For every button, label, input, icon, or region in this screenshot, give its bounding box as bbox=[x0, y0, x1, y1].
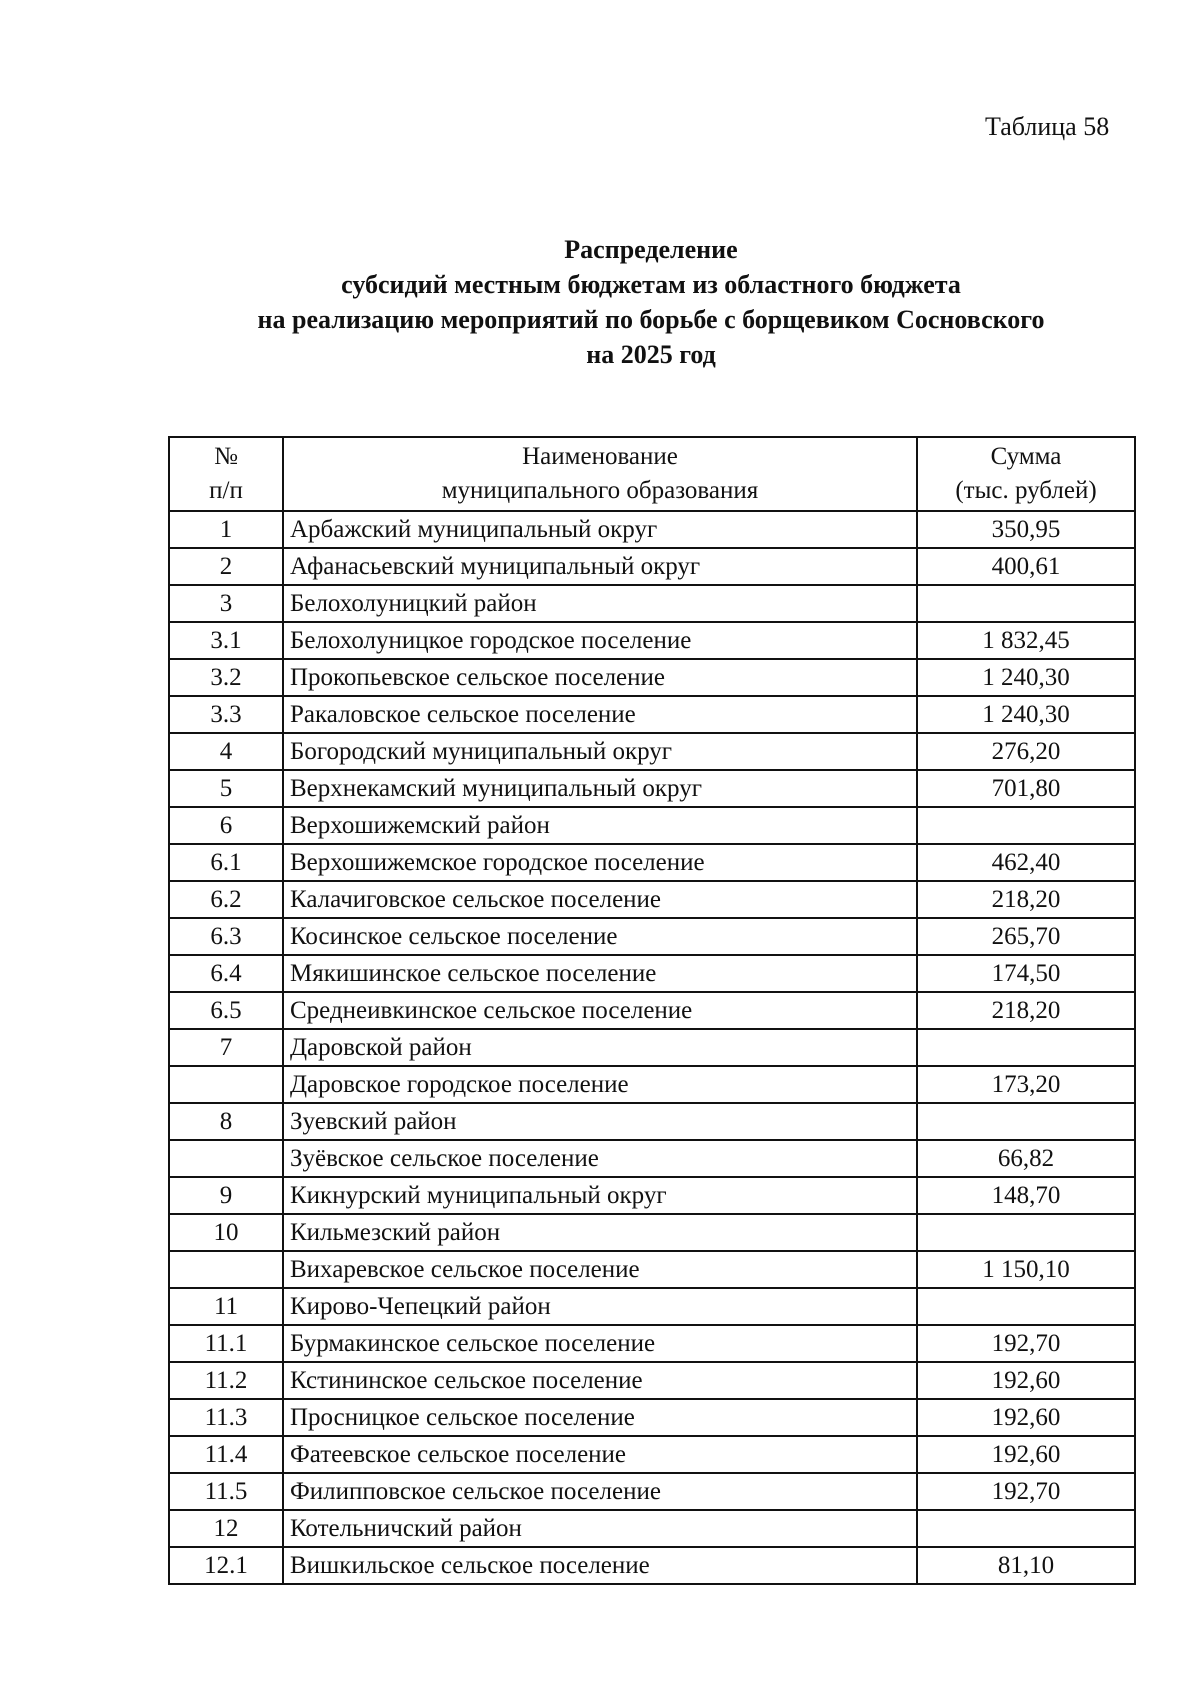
table-row bbox=[169, 1288, 1135, 1325]
row-number-cell: 6.1 bbox=[169, 844, 283, 881]
row-name-cell: Даровское городское поселение bbox=[283, 1066, 917, 1103]
row-sum-cell: 81,10 bbox=[917, 1547, 1135, 1584]
table-row bbox=[169, 1029, 1135, 1066]
table-row bbox=[169, 1436, 1135, 1473]
table-row bbox=[169, 955, 1135, 992]
row-sum-cell: 174,50 bbox=[917, 955, 1135, 992]
row-sum-cell: 400,61 bbox=[917, 548, 1135, 585]
row-name-cell: Верхошижемский район bbox=[283, 807, 917, 844]
row-number-cell: 11.3 bbox=[169, 1399, 283, 1436]
row-number-cell: 3.2 bbox=[169, 659, 283, 696]
row-number-cell: 3.3 bbox=[169, 696, 283, 733]
row-number-cell: 6 bbox=[169, 807, 283, 844]
table-row bbox=[169, 511, 1135, 548]
table-row bbox=[169, 1547, 1135, 1584]
row-sum-cell: 192,70 bbox=[917, 1325, 1135, 1362]
table-row bbox=[169, 1177, 1135, 1214]
header-sum: Сумма (тыс. рублей) bbox=[917, 437, 1135, 511]
row-name-cell: Кстининское сельское поселение bbox=[283, 1362, 917, 1399]
row-name-cell: Верхнекамский муниципальный округ bbox=[283, 770, 917, 807]
row-sum-cell: 218,20 bbox=[917, 881, 1135, 918]
row-sum-cell bbox=[917, 1288, 1135, 1325]
table-row bbox=[169, 770, 1135, 807]
row-number-cell: 11.5 bbox=[169, 1473, 283, 1510]
row-number-cell: 4 bbox=[169, 733, 283, 770]
row-name-cell: Просницкое сельское поселение bbox=[283, 1399, 917, 1436]
table-number-label: Таблица 58 bbox=[985, 112, 1110, 141]
row-name-cell: Кильмезский район bbox=[283, 1214, 917, 1251]
row-sum-cell: 218,20 bbox=[917, 992, 1135, 1029]
row-sum-cell: 192,60 bbox=[917, 1399, 1135, 1436]
row-number-cell: 2 bbox=[169, 548, 283, 585]
row-name-cell: Кикнурский муниципальный округ bbox=[283, 1177, 917, 1214]
row-name-cell: Фатеевское сельское поселение bbox=[283, 1436, 917, 1473]
row-sum-cell bbox=[917, 585, 1135, 622]
row-sum-cell: 350,95 bbox=[917, 511, 1135, 548]
row-number-cell: 6.2 bbox=[169, 881, 283, 918]
row-sum-cell: 276,20 bbox=[917, 733, 1135, 770]
row-number-cell: 11.1 bbox=[169, 1325, 283, 1362]
row-name-cell: Даровской район bbox=[283, 1029, 917, 1066]
row-name-cell: Филипповское сельское поселение bbox=[283, 1473, 917, 1510]
row-number-cell: 10 bbox=[169, 1214, 283, 1251]
table-row bbox=[169, 1214, 1135, 1251]
row-sum-cell: 192,60 bbox=[917, 1362, 1135, 1399]
table-row bbox=[169, 1066, 1135, 1103]
row-sum-cell: 192,70 bbox=[917, 1473, 1135, 1510]
row-name-cell: Среднеивкинское сельское поселение bbox=[283, 992, 917, 1029]
row-number-cell: 11.2 bbox=[169, 1362, 283, 1399]
row-name-cell: Богородский муниципальный округ bbox=[283, 733, 917, 770]
row-number-cell: 8 bbox=[169, 1103, 283, 1140]
row-number-cell: 6.3 bbox=[169, 918, 283, 955]
table-row bbox=[169, 807, 1135, 844]
row-name-cell: Белохолуницкий район bbox=[283, 585, 917, 622]
row-number-cell: 12.1 bbox=[169, 1547, 283, 1584]
row-number-cell: 12 bbox=[169, 1510, 283, 1547]
row-name-cell: Косинское сельское поселение bbox=[283, 918, 917, 955]
table-row bbox=[169, 585, 1135, 622]
table-row bbox=[169, 733, 1135, 770]
table-row bbox=[169, 1399, 1135, 1436]
table-row bbox=[169, 548, 1135, 585]
row-name-cell: Арбажский муниципальный округ bbox=[283, 511, 917, 548]
header-name: Наименование муниципального образования bbox=[283, 437, 917, 511]
table-row bbox=[169, 881, 1135, 918]
row-name-cell: Кирово-Чепецкий район bbox=[283, 1288, 917, 1325]
row-number-cell: 7 bbox=[169, 1029, 283, 1066]
row-number-cell bbox=[169, 1251, 283, 1288]
table-row bbox=[169, 1103, 1135, 1140]
row-sum-cell: 1 240,30 bbox=[917, 696, 1135, 733]
row-name-cell: Зуевский район bbox=[283, 1103, 917, 1140]
table-row bbox=[169, 622, 1135, 659]
row-sum-cell bbox=[917, 807, 1135, 844]
table-row bbox=[169, 1510, 1135, 1547]
row-sum-cell: 1 150,10 bbox=[917, 1251, 1135, 1288]
table-row bbox=[169, 696, 1135, 733]
row-sum-cell: 1 240,30 bbox=[917, 659, 1135, 696]
row-sum-cell bbox=[917, 1510, 1135, 1547]
header-number: № п/п bbox=[169, 437, 283, 511]
row-number-cell bbox=[169, 1066, 283, 1103]
row-name-cell: Мякишинское сельское поселение bbox=[283, 955, 917, 992]
row-sum-cell: 1 832,45 bbox=[917, 622, 1135, 659]
table-row bbox=[169, 844, 1135, 881]
title-line: субсидий местным бюджетам из областного бюджета bbox=[341, 270, 961, 299]
row-number-cell: 11.4 bbox=[169, 1436, 283, 1473]
row-number-cell: 6.4 bbox=[169, 955, 283, 992]
row-number-cell: 3 bbox=[169, 585, 283, 622]
title-line: Распределение bbox=[564, 235, 738, 264]
row-sum-cell: 462,40 bbox=[917, 844, 1135, 881]
row-name-cell: Калачиговское сельское поселение bbox=[283, 881, 917, 918]
row-name-cell: Белохолуницкое городское поселение bbox=[283, 622, 917, 659]
row-name-cell: Ракаловское сельское поселение bbox=[283, 696, 917, 733]
row-number-cell: 1 bbox=[169, 511, 283, 548]
row-sum-cell bbox=[917, 1103, 1135, 1140]
row-name-cell: Котельничский район bbox=[283, 1510, 917, 1547]
table-row bbox=[169, 1140, 1135, 1177]
row-sum-cell: 192,60 bbox=[917, 1436, 1135, 1473]
row-sum-cell: 173,20 bbox=[917, 1066, 1135, 1103]
table-row bbox=[169, 1473, 1135, 1510]
row-sum-cell: 265,70 bbox=[917, 918, 1135, 955]
row-number-cell: 5 bbox=[169, 770, 283, 807]
table-row bbox=[169, 1362, 1135, 1399]
table-row bbox=[169, 992, 1135, 1029]
row-name-cell: Бурмакинское сельское поселение bbox=[283, 1325, 917, 1362]
row-sum-cell bbox=[917, 1214, 1135, 1251]
row-name-cell: Верхошижемское городское поселение bbox=[283, 844, 917, 881]
title-line: на 2025 год bbox=[586, 340, 716, 369]
row-number-cell: 11 bbox=[169, 1288, 283, 1325]
row-number-cell: 3.1 bbox=[169, 622, 283, 659]
row-name-cell: Вихаревское сельское поселение bbox=[283, 1251, 917, 1288]
row-name-cell: Афанасьевский муниципальный округ bbox=[283, 548, 917, 585]
table-row bbox=[169, 1251, 1135, 1288]
table-row bbox=[169, 1325, 1135, 1362]
row-name-cell: Вишкильское сельское поселение bbox=[283, 1547, 917, 1584]
table-row bbox=[169, 659, 1135, 696]
row-sum-cell: 701,80 bbox=[917, 770, 1135, 807]
document-title bbox=[0, 232, 1200, 372]
row-number-cell: 6.5 bbox=[169, 992, 283, 1029]
table-row bbox=[169, 918, 1135, 955]
row-sum-cell: 66,82 bbox=[917, 1140, 1135, 1177]
row-name-cell: Прокопьевское сельское поселение bbox=[283, 659, 917, 696]
table-body bbox=[169, 511, 1135, 1584]
table-header-row bbox=[169, 437, 1135, 511]
row-name-cell: Зуёвское сельское поселение bbox=[283, 1140, 917, 1177]
title-line: на реализацию мероприятий по борьбе с борщевиком Сосновского bbox=[257, 305, 1045, 334]
subsidy-table bbox=[168, 436, 1136, 1585]
row-sum-cell: 148,70 bbox=[917, 1177, 1135, 1214]
row-sum-cell bbox=[917, 1029, 1135, 1066]
row-number-cell bbox=[169, 1140, 283, 1177]
row-number-cell: 9 bbox=[169, 1177, 283, 1214]
